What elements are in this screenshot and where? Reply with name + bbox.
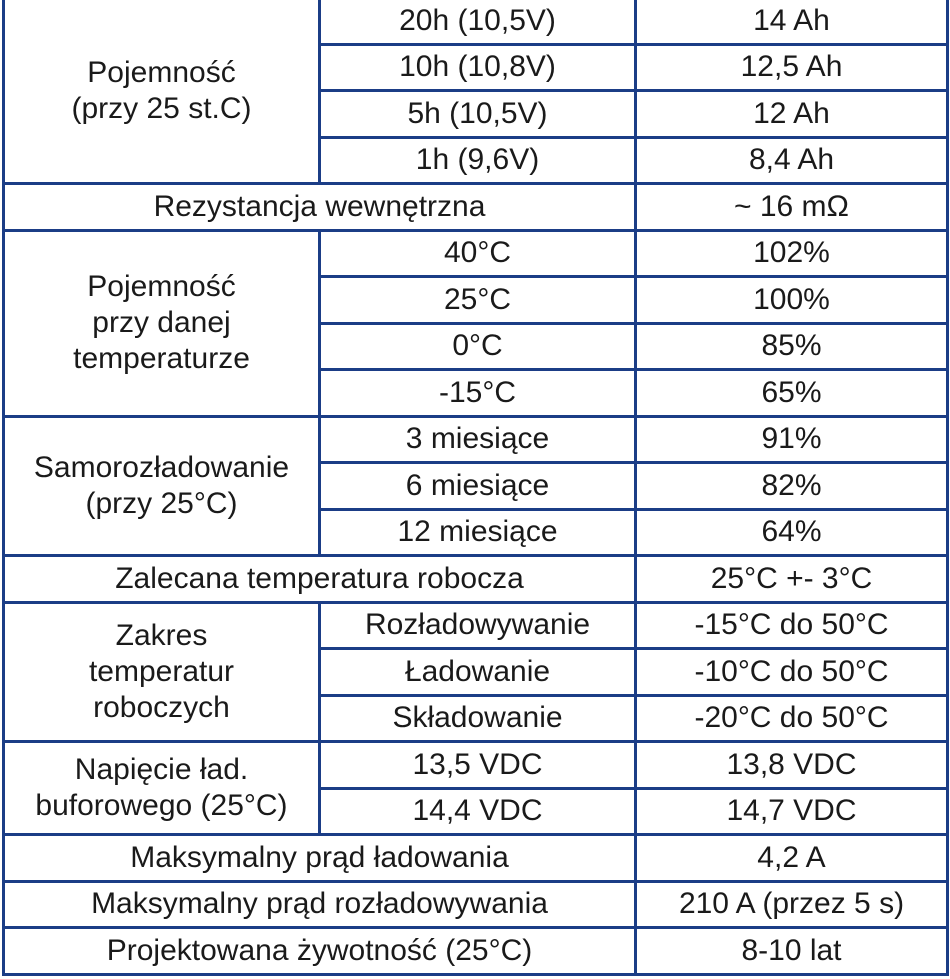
cell-condition: 0°C: [320, 323, 636, 370]
row-label-capacity: Pojemność (przy 25 st.C): [4, 0, 320, 184]
cell-value: 8,4 Ah: [636, 137, 948, 184]
cell-condition: -15°C: [320, 370, 636, 417]
cell-condition: 40°C: [320, 230, 636, 277]
cell-value: 64%: [636, 509, 948, 556]
cell-condition: 12 miesiące: [320, 509, 636, 556]
row-label-recommended-temp: Zalecana temperatura robocza: [4, 556, 636, 603]
cell-value: 14 Ah: [636, 0, 948, 44]
cell-value: 13,8 VDC: [636, 742, 948, 789]
cell-value: 25°C +- 3°C: [636, 556, 948, 603]
row-label-design-life: Projektowana żywotność (25°C): [4, 928, 636, 975]
cell-value: 14,7 VDC: [636, 788, 948, 835]
table-row: [4, 416, 948, 463]
row-label-capacity-temp: Pojemność przy danej temperaturze: [4, 230, 320, 416]
table-row: [4, 0, 948, 44]
cell-value: 4,2 A: [636, 835, 948, 882]
cell-value: 82%: [636, 463, 948, 510]
cell-condition: Ładowanie: [320, 649, 636, 696]
cell-value: 12 Ah: [636, 91, 948, 138]
table-row: [4, 881, 948, 928]
cell-value: 91%: [636, 416, 948, 463]
cell-value: 100%: [636, 277, 948, 324]
cell-value: 85%: [636, 323, 948, 370]
cell-value: -10°C do 50°C: [636, 649, 948, 696]
cell-value: 8-10 lat: [636, 928, 948, 975]
cell-condition: 25°C: [320, 277, 636, 324]
row-label-float-voltage: Napięcie ład. buforowego (25°C): [4, 742, 320, 835]
table-row: [4, 184, 948, 231]
cell-condition: 5h (10,5V): [320, 91, 636, 138]
cell-condition: Rozładowywanie: [320, 602, 636, 649]
cell-condition: 6 miesiące: [320, 463, 636, 510]
table-row: [4, 928, 948, 975]
table-row: [4, 230, 948, 277]
spec-table: [2, 0, 949, 976]
row-label-self-discharge: Samorozładowanie (przy 25°C): [4, 416, 320, 556]
table-row: [4, 556, 948, 603]
cell-value: 12,5 Ah: [636, 44, 948, 91]
cell-condition: 10h (10,8V): [320, 44, 636, 91]
cell-condition: Składowanie: [320, 695, 636, 742]
cell-value: ~ 16 mΩ: [636, 184, 948, 231]
row-label-internal-resistance: Rezystancja wewnętrzna: [4, 184, 636, 231]
cell-value: 210 A (przez 5 s): [636, 881, 948, 928]
table-row: [4, 835, 948, 882]
cell-condition: 1h (9,6V): [320, 137, 636, 184]
cell-condition: 3 miesiące: [320, 416, 636, 463]
cell-condition: 20h (10,5V): [320, 0, 636, 44]
row-label-operating-range: Zakres temperatur roboczych: [4, 602, 320, 742]
cell-value: -15°C do 50°C: [636, 602, 948, 649]
table-row: [4, 742, 948, 789]
row-label-max-charge-current: Maksymalny prąd ładowania: [4, 835, 636, 882]
row-label-max-discharge-current: Maksymalny prąd rozładowywania: [4, 881, 636, 928]
cell-value: -20°C do 50°C: [636, 695, 948, 742]
cell-value: 65%: [636, 370, 948, 417]
table-row: [4, 602, 948, 649]
cell-condition: 13,5 VDC: [320, 742, 636, 789]
cell-value: 102%: [636, 230, 948, 277]
cell-condition: 14,4 VDC: [320, 788, 636, 835]
